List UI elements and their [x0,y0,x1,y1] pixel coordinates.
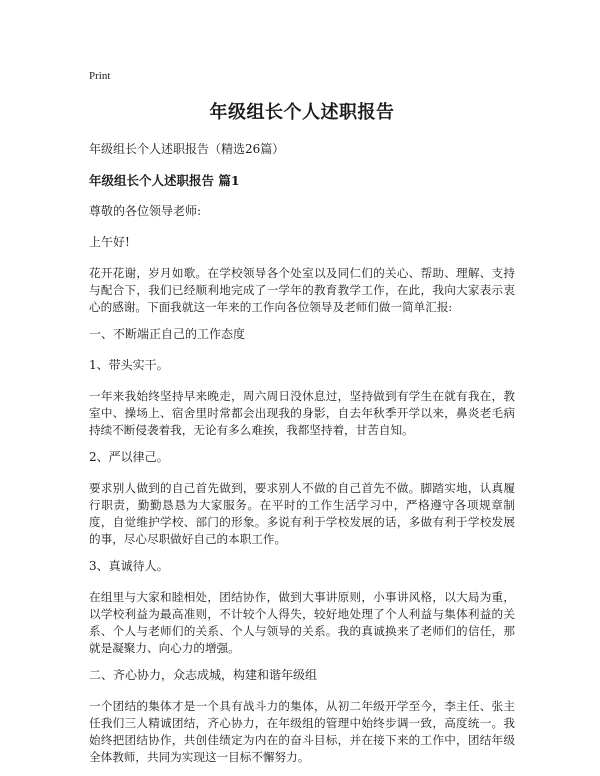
print-link[interactable]: Print [89,70,111,82]
subheading-3: 3、真诚待人。 [89,559,169,573]
greeting: 上午好! [89,235,130,249]
document-page [89,70,515,776]
heading-1: 一、不断端正自己的工作态度 [89,327,246,341]
subheading-2: 2、严以律己。 [89,450,169,464]
document-subtitle: 年级组长个人述职报告（精选26篇） [89,142,285,156]
heading-2: 二、齐心协力，众志成城，构建和谐年级组 [89,668,318,682]
paragraph-4: 一个团结的集体才是一个具有战斗力的集体，从初二年级开学至今，李主任、张主任我们三人精诚团结，齐心协力，在年级组的管理中始终步调一致，高度统一。我始终把团结协作，共创佳绩定为内在的奋斗目标，并在接下来的工作中，团结年级全体教师，共同为实现这一目标不懈努力。 [89,699,515,764]
salutation: 尊敬的各位领导老师: [89,204,202,218]
intro-paragraph: 花开花谢，岁月如歌。在学校领导各个处室以及同仁们的关心、帮助、理解、支持与配合下，我们已经顺利地完成了一学年的教育教学工作，在此，我向大家表示衷心的感谢。下面我就这一年来的工作向各位领导及老师们做一简单汇报: [89,266,515,314]
paragraph-3: 在组里与大家和睦相处，团结协作，做到大事讲原则，小事讲风格，以大局为重，以学校利益为最高准则，不计较个人得失，较好地处理了个人利益与集体利益的关系、个人与老师们的关系、个人与领导的关系。我的真诚换来了老师们的信任，那就是凝聚力、向心力的增强。 [89,590,515,655]
paragraph-1: 一年来我始终坚持早来晚走，周六周日没休息过，坚持做到有学生在就有我在，教室中、操场上、宿舍里时常都会出现我的身影，自去年秋季开学以来，鼻炎老毛病持续不断侵袭着我，无论有多么难挨，我都坚持着，甘苦自知。 [89,389,515,437]
page-title: 年级组长个人述职报告 [209,102,395,123]
paragraph-2: 要求别人做到的自己首先做到，要求别人不做的自己首先不做。脚踏实地，认真履行职责，勤勤恳恳为大家服务。在平时的工作生活学习中，严格遵守各项规章制度，自觉维护学校、部门的形象。多说有利于学校发展的话，多做有利于学校发展的事，尽心尽职做好自己的本职工作。 [89,481,515,546]
subheading-1: 1、带头实干。 [89,358,169,372]
section-title: 年级组长个人述职报告 篇1 [89,173,240,188]
